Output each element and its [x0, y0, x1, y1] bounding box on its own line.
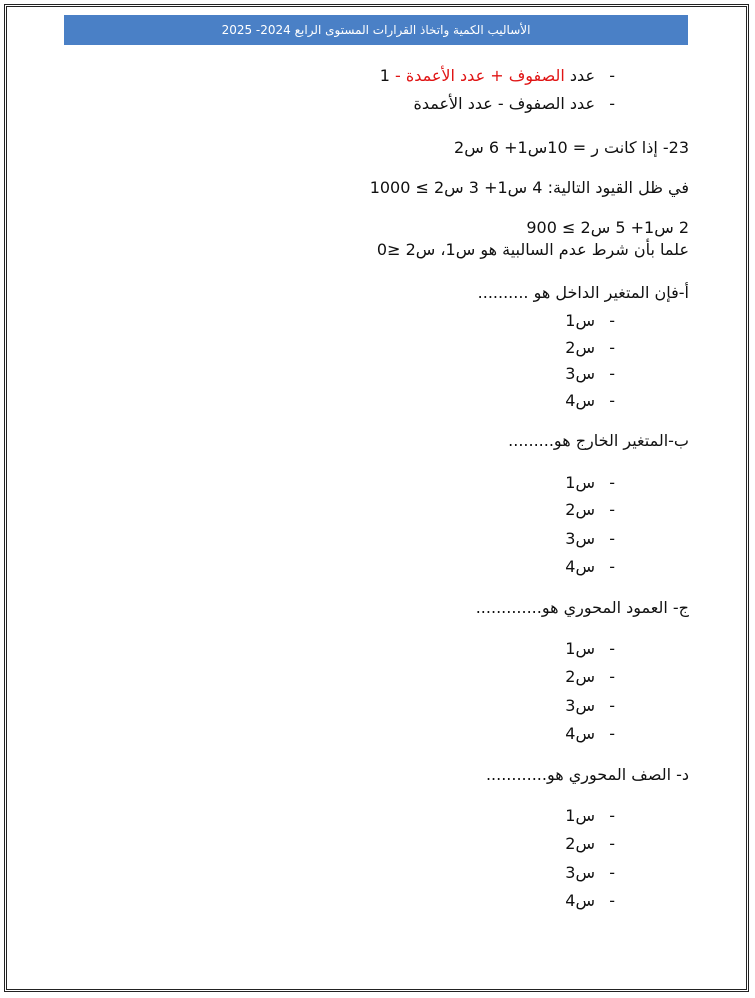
header-bar	[64, 15, 688, 45]
prev-option-1	[380, 66, 595, 85]
section-a-option-2: س2	[565, 338, 595, 357]
section-d-option-1: س1	[565, 806, 595, 825]
section-c-option-3: س3	[565, 696, 595, 715]
bullet: -	[609, 94, 615, 113]
prev-option-1-text-b: الصفوف + عدد الأعمدة -	[389, 66, 565, 85]
constraint-2: 2 س1+ 5 س2 ≥ 900	[526, 218, 689, 237]
section-c-option-2: س2	[565, 667, 595, 686]
prev-option-2: عدد الصفوف - عدد الأعمدة	[413, 94, 595, 113]
bullet: -	[609, 863, 615, 882]
bullet: -	[609, 806, 615, 825]
section-d-label: د- الصف المحوري هو............	[485, 765, 689, 784]
bullet: -	[609, 500, 615, 519]
prev-option-1-text-a: عدد	[564, 66, 595, 85]
section-b-option-1: س1	[565, 473, 595, 492]
bullet: -	[609, 66, 615, 85]
section-c-option-4: س4	[565, 724, 595, 743]
bullet: -	[609, 338, 615, 357]
bullet: -	[609, 696, 615, 715]
section-a-label: أ-فإن المتغير الداخل هو ..........	[477, 283, 689, 302]
section-d-option-3: س3	[565, 863, 595, 882]
bullet: -	[609, 639, 615, 658]
nonnegativity-condition: علما بأن شرط عدم السالبية هو س1، س2 ≤0	[376, 240, 689, 259]
section-b-option-3: س3	[565, 529, 595, 548]
section-a-option-3: س3	[565, 364, 595, 383]
bullet: -	[609, 364, 615, 383]
prev-option-1-text-c: 1	[379, 66, 390, 85]
bullet: -	[609, 473, 615, 492]
bullet: -	[609, 557, 615, 576]
bullet: -	[609, 391, 615, 410]
question-stem: 23- إذا كانت ر = 10س1+ 6 س2	[454, 138, 689, 157]
section-b-label: ب-المتغير الخارج هو.........	[508, 431, 689, 450]
bullet: -	[609, 834, 615, 853]
bullet: -	[609, 529, 615, 548]
section-b-option-4: س4	[565, 557, 595, 576]
bullet: -	[609, 667, 615, 686]
constraint-1: في ظل القيود التالية: 4 س1+ 3 س2 ≥ 1000	[369, 178, 689, 197]
header-title: الأساليب الكمية واتخاذ القرارات المستوى الرابع 2024- 2025	[221, 23, 531, 37]
bullet: -	[609, 891, 615, 910]
section-c-option-1: س1	[565, 639, 595, 658]
section-a-option-4: س4	[565, 391, 595, 410]
section-d-option-2: س2	[565, 834, 595, 853]
section-b-option-2: س2	[565, 500, 595, 519]
section-c-label: ج- العمود المحوري هو.............	[475, 598, 689, 617]
bullet: -	[609, 724, 615, 743]
section-a-option-1: س1	[565, 311, 595, 330]
bullet: -	[609, 311, 615, 330]
section-d-option-4: س4	[565, 891, 595, 910]
